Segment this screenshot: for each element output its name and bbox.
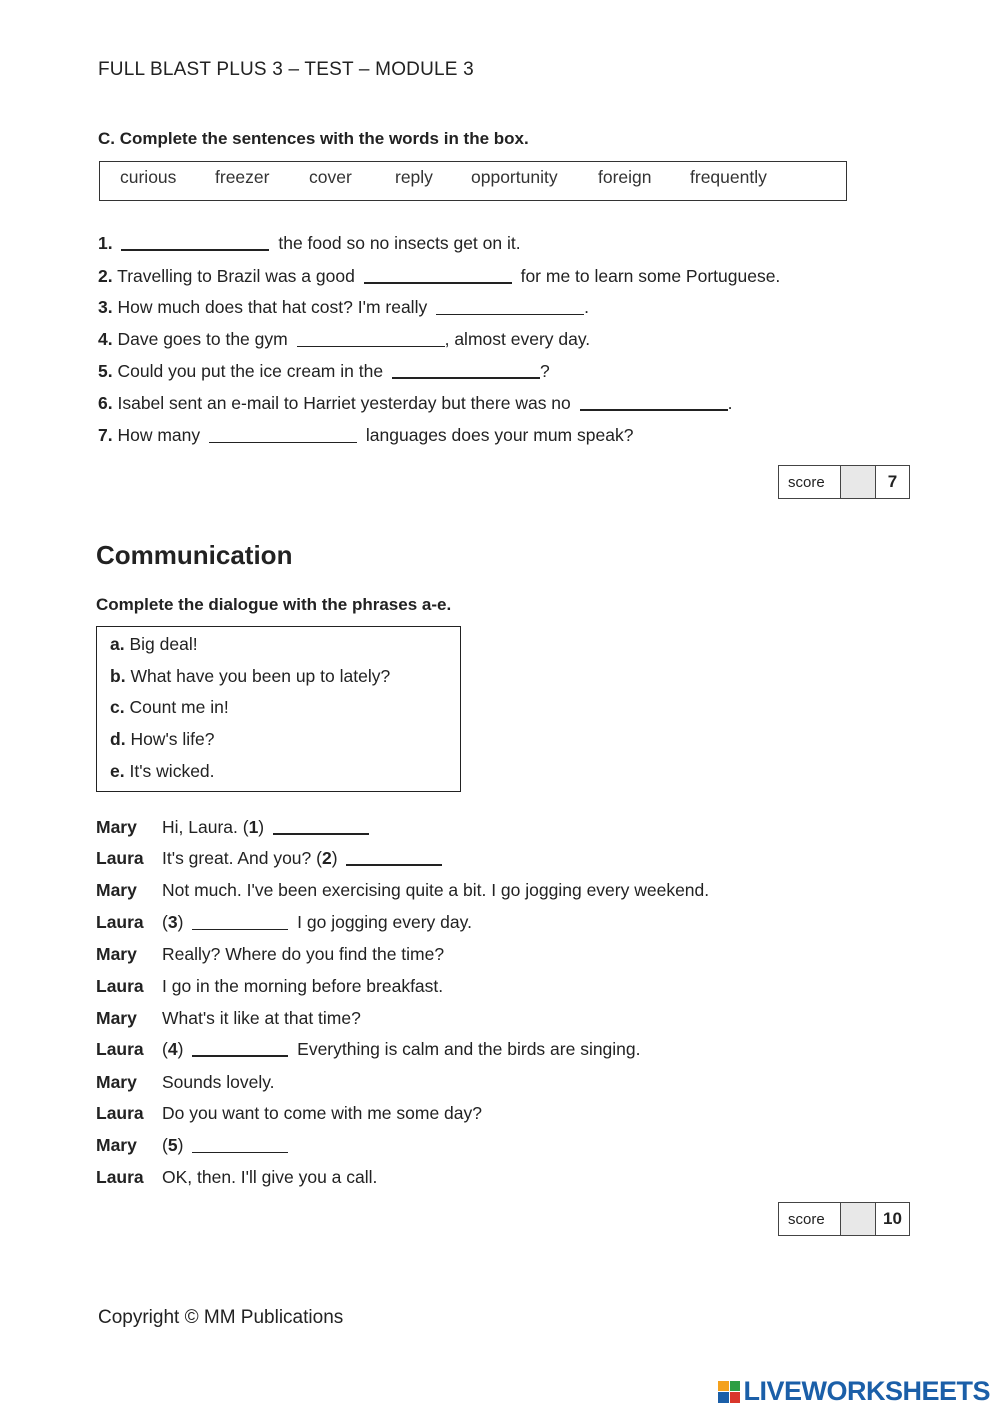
word-frequently: frequently [690, 167, 767, 187]
dialogue-text: I go jogging every day. [297, 912, 472, 932]
gap-number: 3 [167, 912, 178, 932]
dialogue-text: ) [177, 1039, 184, 1059]
dialogue-text: OK, then. I'll give you a call. [162, 1167, 378, 1187]
phrase-b [110, 666, 390, 687]
sentence-text-after: . [584, 297, 589, 317]
sentence-text-before: Dave goes to the gym [117, 329, 288, 349]
copyright-footer: Copyright © MM Publications [98, 1307, 344, 1328]
word-freezer: freezer [215, 167, 270, 187]
dialogue-text: ) [177, 912, 184, 932]
speaker: Laura [96, 1103, 144, 1123]
sentence-text-before: How many [117, 425, 201, 445]
dialogue-text: Sounds lovely. [162, 1072, 275, 1092]
dialogue-text: Everything is calm and the birds are singing. [297, 1039, 641, 1059]
dialogue-line-12 [96, 1167, 377, 1188]
sentence-number: 4. [98, 329, 113, 349]
dialogue-text: Hi, Laura. ( [162, 817, 249, 837]
phrase-text: Count me in! [129, 697, 229, 717]
speaker: Mary [96, 1072, 137, 1092]
phrase-a [110, 634, 198, 655]
phrase-letter: b. [110, 666, 126, 686]
sentence-7 [98, 425, 633, 446]
phrase-text: Big deal! [129, 634, 198, 654]
sentence-number: 2. [98, 266, 113, 286]
dialogue-text: ( [162, 1135, 168, 1155]
dialogue-blank-1[interactable] [273, 832, 369, 835]
phrase-text: It's wicked. [129, 761, 215, 781]
sentence-text-before: Isabel sent an e-mail to Harriet yesterday but there was no [117, 393, 571, 413]
sentence-text-after: . [727, 393, 733, 413]
phrase-letter: d. [110, 729, 126, 749]
phrase-text: How's life? [130, 729, 215, 749]
section-c-title: C. Complete the sentences with the words in the box. [98, 129, 529, 148]
dialogue-text: I go in the morning before breakfast. [162, 976, 444, 996]
liveworksheets-logo [718, 1376, 990, 1407]
dialogue-line-3 [96, 880, 709, 901]
gap-number: 5 [167, 1135, 178, 1155]
answer-blank-6[interactable] [580, 408, 728, 411]
dialogue-line-5 [96, 944, 444, 965]
sentence-text-before: Travelling to Brazil was a good [117, 266, 355, 286]
speaker: Laura [96, 976, 144, 996]
speaker: Mary [96, 1135, 137, 1155]
speaker: Mary [96, 817, 137, 837]
dialogue-text: ( [162, 1039, 168, 1059]
score-box-section-c [778, 465, 910, 499]
sentence-2 [98, 266, 780, 287]
phrase-letter: e. [110, 761, 125, 781]
answer-blank-7[interactable] [209, 441, 357, 443]
speaker: Laura [96, 1039, 144, 1059]
dialogue-blank-2[interactable] [346, 863, 442, 866]
speaker: Mary [96, 1008, 137, 1028]
dialogue-text: ) [177, 1135, 184, 1155]
speaker: Laura [96, 912, 144, 932]
dialogue-text: ( [162, 912, 168, 932]
communication-title: Communication [96, 540, 293, 570]
dialogue-line-4 [96, 912, 472, 933]
dialogue-line-11 [96, 1135, 292, 1156]
speaker: Laura [96, 848, 144, 868]
word-reply: reply [395, 167, 433, 187]
phrase-letter: a. [110, 634, 125, 654]
dialogue-line-9 [96, 1072, 275, 1093]
answer-blank-4[interactable] [297, 345, 445, 347]
answer-blank-3[interactable] [436, 313, 584, 315]
word-box [99, 161, 847, 201]
communication-instruction: Complete the dialogue with the phrases a-e. [96, 595, 452, 614]
answer-blank-5[interactable] [392, 376, 540, 379]
word-opportunity: opportunity [471, 167, 558, 187]
phrase-d [110, 729, 215, 750]
word-foreign: foreign [598, 167, 652, 187]
phrase-text: What have you been up to lately? [130, 666, 391, 686]
sentence-text-before: How much does that hat cost? I'm really [117, 297, 428, 317]
dialogue-line-10 [96, 1103, 482, 1124]
dialogue-blank-4[interactable] [192, 1054, 288, 1057]
score-max: 10 [883, 1209, 902, 1228]
dialogue-blank-5[interactable] [192, 1151, 288, 1153]
phrase-letter: c. [110, 697, 125, 717]
sentence-3 [98, 297, 589, 318]
word-cover: cover [309, 167, 352, 187]
speaker: Mary [96, 880, 137, 900]
sentence-number: 7. [98, 425, 113, 445]
dialogue-line-7 [96, 1008, 361, 1029]
sentence-5 [98, 361, 550, 382]
sentence-number: 1. [98, 233, 113, 253]
page-header: FULL BLAST PLUS 3 – TEST – MODULE 3 [98, 59, 474, 80]
answer-blank-1[interactable] [121, 248, 269, 251]
dialogue-line-8 [96, 1039, 641, 1060]
sentence-text-after: , almost every day. [444, 329, 591, 349]
phrase-box [96, 626, 461, 792]
sentence-text-after: for me to learn some Portuguese. [520, 266, 781, 286]
sentence-4 [98, 329, 590, 350]
gap-number: 2 [321, 848, 332, 868]
dialogue-text: Not much. I've been exercising quite a bit. I go jogging every weekend. [162, 880, 710, 900]
score-max: 7 [887, 472, 898, 491]
sentence-number: 5. [98, 361, 113, 381]
score-box-communication [778, 1202, 910, 1236]
speaker: Laura [96, 1167, 144, 1187]
sentence-number: 3. [98, 297, 113, 317]
dialogue-text: What's it like at that time? [162, 1008, 361, 1028]
dialogue-text: ) [258, 817, 265, 837]
speaker: Mary [96, 944, 137, 964]
dialogue-line-1 [96, 817, 373, 838]
gap-number: 1 [248, 817, 259, 837]
sentence-text-before: Could you put the ice cream in the [117, 361, 384, 381]
dialogue-text: ) [331, 848, 338, 868]
dialogue-text: It's great. And you? ( [162, 848, 322, 868]
sentence-text-after: the food so no insects get on it. [278, 233, 521, 253]
dialogue-blank-3[interactable] [192, 928, 288, 930]
sentence-1 [98, 233, 521, 254]
liveworksheets-logo-text: LIVEWORKSHEETS [743, 1376, 990, 1406]
dialogue-text: Really? Where do you find the time? [162, 944, 445, 964]
phrase-c [110, 697, 229, 718]
sentence-number: 6. [98, 393, 113, 413]
sentence-6 [98, 393, 733, 414]
dialogue-text: Do you want to come with me some day? [162, 1103, 483, 1123]
score-input[interactable] [841, 466, 876, 498]
sentence-text-after: ? [539, 361, 550, 381]
sentence-text-after: languages does your mum speak? [365, 425, 634, 445]
score-label: score [779, 1203, 841, 1235]
word-curious: curious [120, 167, 177, 187]
score-label: score [779, 466, 841, 498]
gap-number: 4 [167, 1039, 178, 1059]
score-input[interactable] [841, 1203, 876, 1235]
phrase-e [110, 761, 215, 782]
dialogue-line-6 [96, 976, 443, 997]
answer-blank-2[interactable] [364, 281, 512, 284]
liveworksheets-logo-icon [718, 1381, 740, 1403]
dialogue-line-2 [96, 848, 446, 869]
